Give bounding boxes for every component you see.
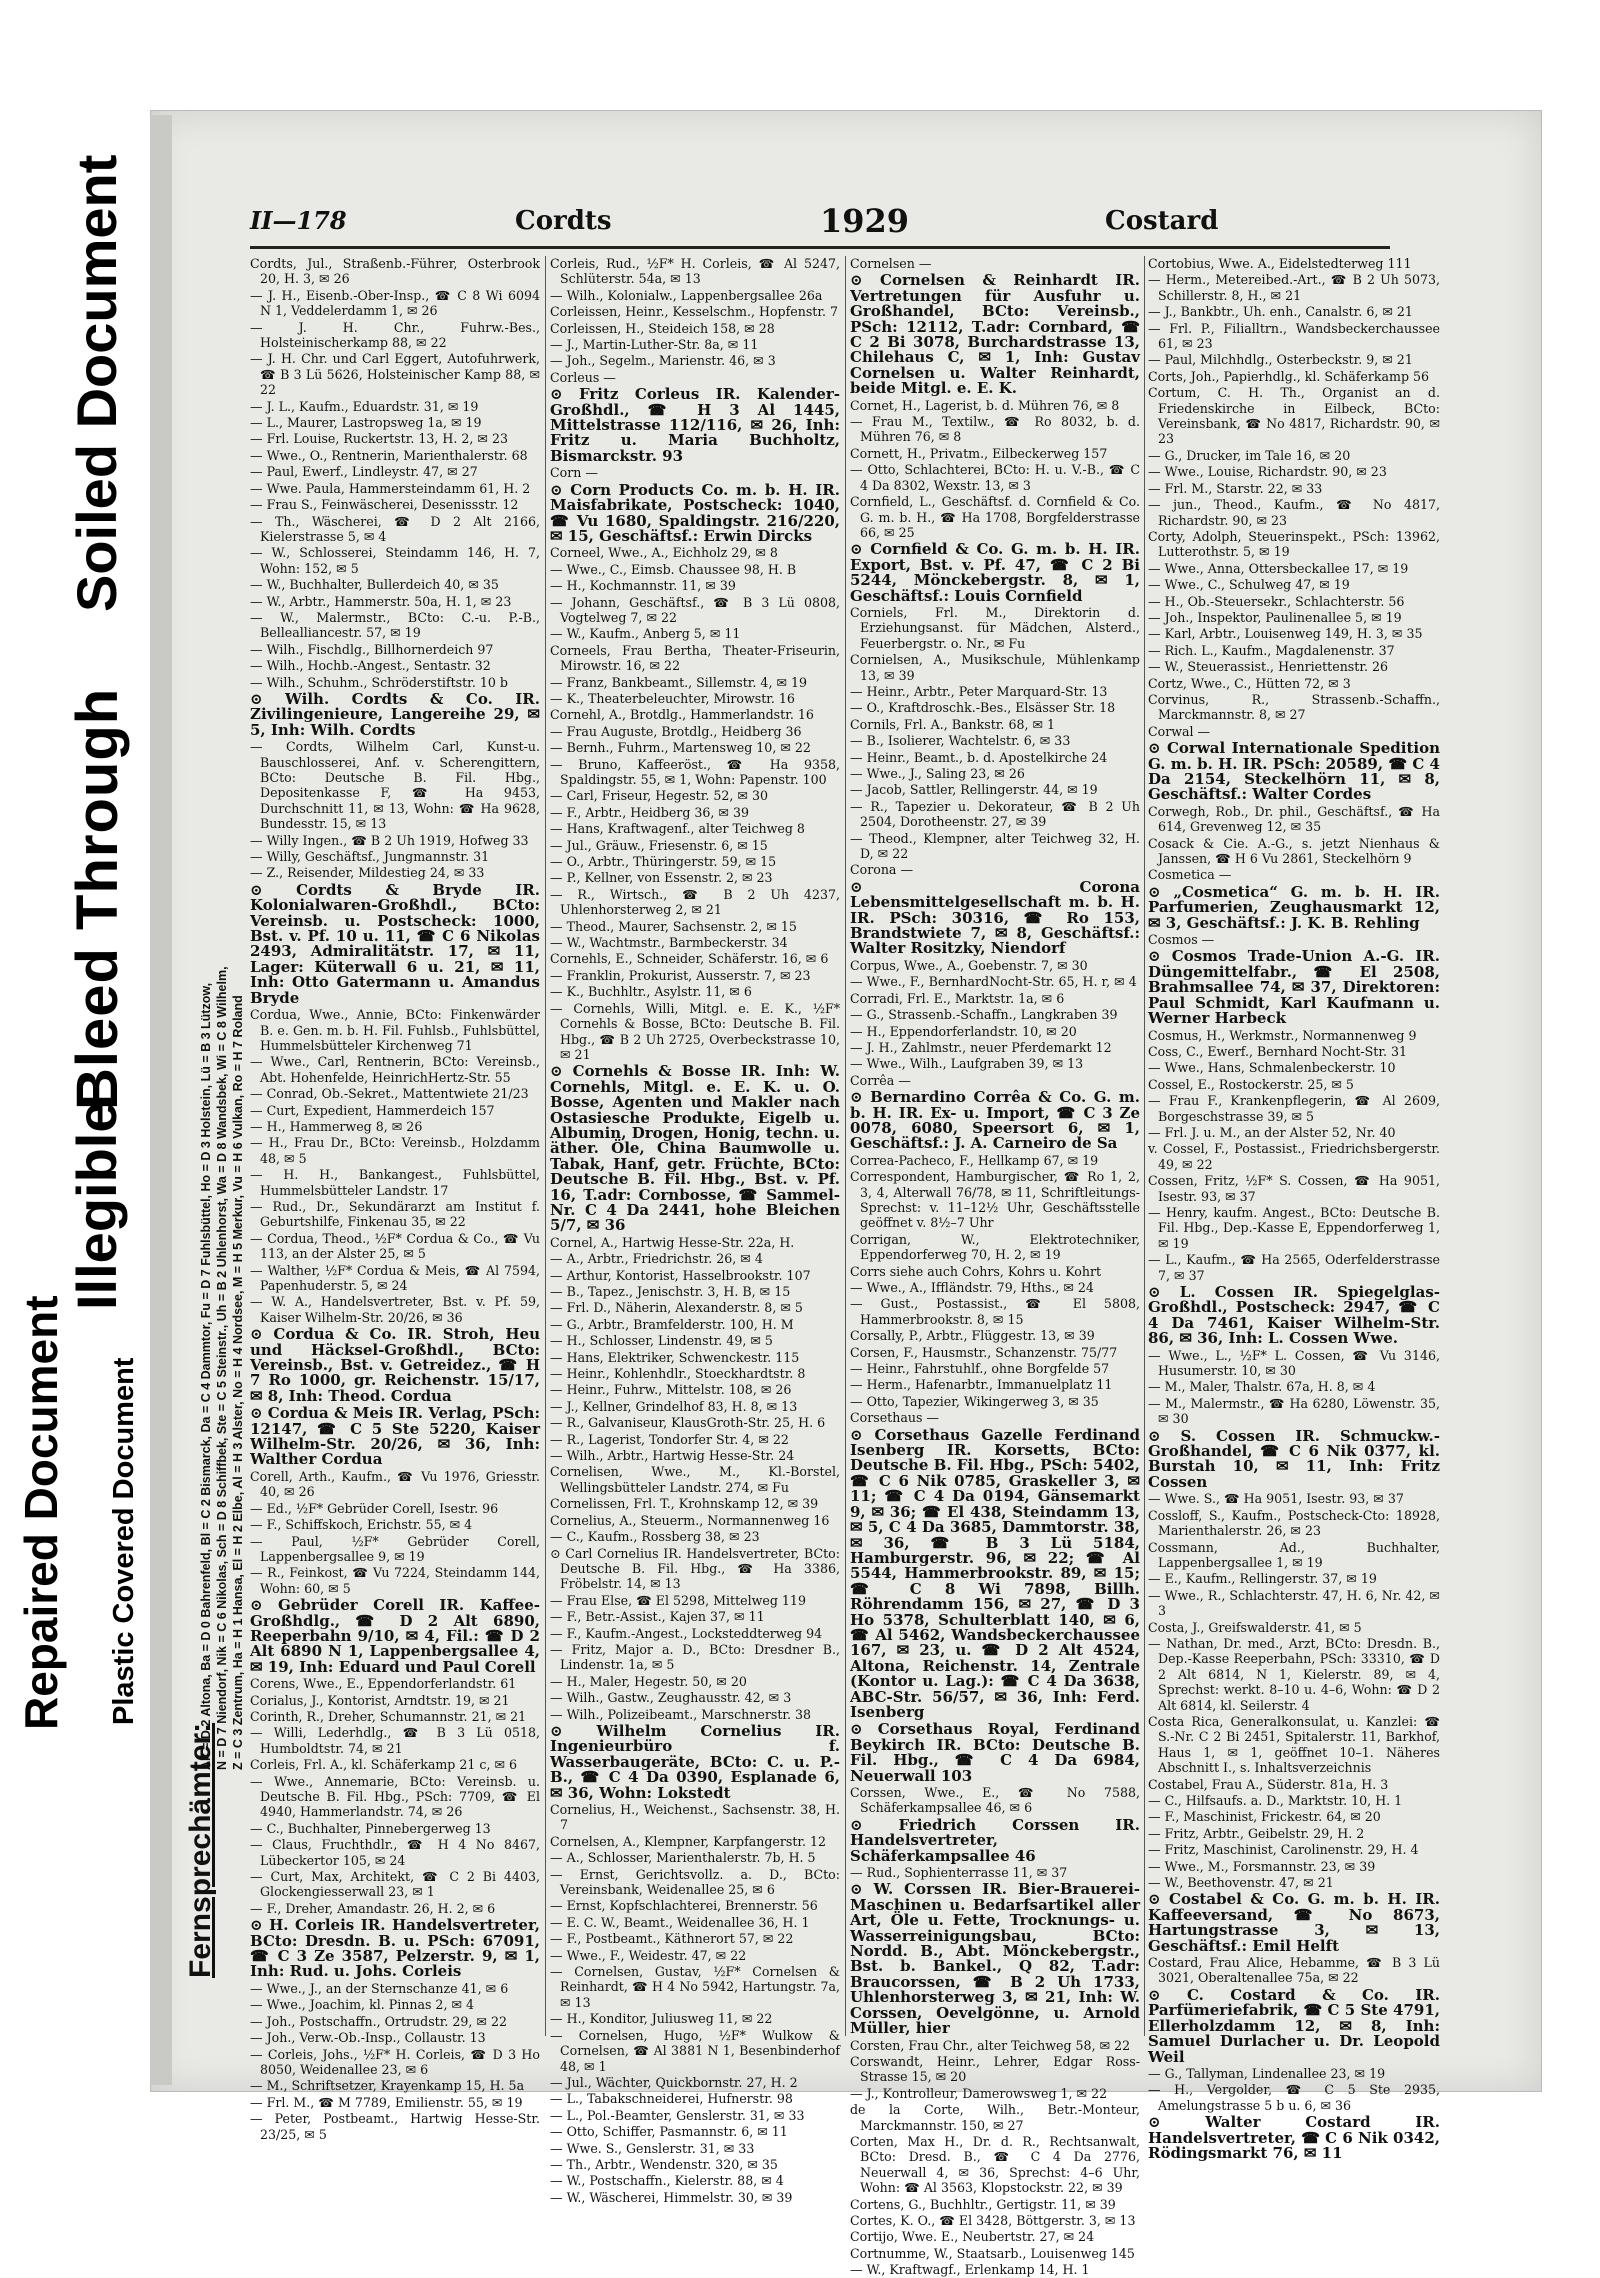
directory-entry: Cornehl, A., Brotdlg., Hammerlandstr. 16 bbox=[550, 707, 814, 723]
firm-entry: ⊙ Wilh. Cordts & Co. IR. Zivilingenieure, Langereihe 29, ✉ 5, Inh: Wilh. Cordts bbox=[250, 689, 540, 739]
directory-entry: Corell, Arth., Kaufm., ☎ Vu 1976, Griesstr. 40, ✉ 26 bbox=[250, 1468, 540, 1500]
directory-entry: — Wilh., Polizeibeamt., Marschnerstr. 38 bbox=[550, 1706, 812, 1722]
directory-entry: — Heinr., Fuhrw., Mittelstr. 108, ✉ 26 bbox=[550, 1382, 792, 1398]
directory-entry: Cossen, Fritz, ½F* S. Cossen, ☎ Ha 9051, Isestr. 93, ✉ 37 bbox=[1148, 1173, 1440, 1204]
directory-entry: — Wwe., Hans, Schmalenbeckerstr. 10 bbox=[1148, 1060, 1396, 1076]
directory-entry: — J. H. Chr. und Carl Eggert, Autofuhrwerk, ☎ B 3 Lü 5626, Holsteinischer Kamp 88, ✉ 22 bbox=[250, 351, 540, 398]
directory-entry: — Wwe., J., Saling 23, ✉ 26 bbox=[850, 766, 1025, 781]
directory-entry: Cossloff, S., Kaufm., Postscheck-Cto: 18928, Marienthalerstr. 26, ✉ 23 bbox=[1148, 1507, 1440, 1539]
directory-entry: — L., Pol.-Beamter, Genslerstr. 31, ✉ 33 bbox=[550, 2107, 805, 2123]
directory-entry: Cornelsen — bbox=[850, 256, 932, 271]
directory-entry: — Paul, Ewerf., Lindleystr. 47, ✉ 27 bbox=[250, 464, 478, 480]
directory-entry: — Wwe., Wilh., Laufgraben 39, ✉ 13 bbox=[850, 1056, 1084, 1072]
directory-entry: — W., Beethovenstr. 47, ✉ 21 bbox=[1148, 1875, 1334, 1891]
directory-entry: — Wwe. S., Genslerstr. 31, ✉ 33 bbox=[550, 2140, 755, 2156]
directory-entry: Corens, Wwe., E., Eppendorferlandstr. 61 bbox=[250, 1676, 517, 1692]
directory-entry: Cosmus, H., Werkmstr., Normannenweg 9 bbox=[1148, 1027, 1417, 1043]
directory-entry: — Wwe., Anna, Ottersbeckallee 17, ✉ 19 bbox=[1148, 560, 1409, 576]
directory-entry: Cortens, G., Buchhltr., Gertigstr. 11, ✉ 39 bbox=[850, 2196, 1116, 2212]
directory-entry: — Bernh., Fuhrm., Martensweg 10, ✉ 22 bbox=[550, 740, 811, 756]
directory-entry: Cornielsen, A., Musikschule, Mühlenkamp 13, ✉ 39 bbox=[850, 652, 1140, 683]
directory-entry: — Bruno, Kaffeeröst., ☎ Ha 9358, Spaldingstr. 55, ✉ 1, Wohn: Papenstr. 100 bbox=[550, 756, 840, 787]
directory-entry: — H., Vergolder, ☎ C 5 Ste 2935, Amelungstrasse 5 b u. 6, ✉ 36 bbox=[1148, 2082, 1440, 2113]
directory-entry: — W., Malermstr., BCto: C.-u. P.-B., Bellealliancestr. 57, ✉ 19 bbox=[250, 609, 540, 641]
directory-entry: — Joh., Verw.-Ob.-Insp., Collaustr. 13 bbox=[250, 2030, 486, 2046]
directory-entry: Cornel, A., Hartwig Hesse-Str. 22a, H. bbox=[550, 1234, 795, 1250]
directory-entry: Cornelisen, Wwe., M., Kl.-Borstel, Wellingsbütteler Landstr. 274, ✉ Fu bbox=[550, 1464, 840, 1495]
directory-entry: Cortobius, Wwe. A., Eidelstedterweg 111 bbox=[1148, 256, 1412, 271]
header-year: 1929 bbox=[820, 202, 910, 240]
directory-entry: Corrs siehe auch Cohrs, Kohrs u. Kohrt bbox=[850, 1263, 1102, 1279]
directory-entry: — J., Kontrolleur, Damerowsweg 1, ✉ 22 bbox=[850, 2085, 1108, 2101]
directory-entry: Corswandt, Heinr., Lehrer, Edgar Ross-Strasse 15, ✉ 20 bbox=[850, 2053, 1140, 2085]
directory-entry: — Nathan, Dr. med., Arzt, BCto: Dresdn. B., Dep.-Kasse Reeperbahn, PSch: 33310, ☎ D 2 Alt 6814, N 1, Kielerstr. 89, ✉ 4, Sprechst: werkt. 8–10 u. 4–6, Wohn: ☎ D 2 Alt 6814, kl. Seilerstr. 4 bbox=[1148, 1635, 1440, 1713]
directory-entry: — M., Maler, Thalstr. 67a, H. 8, ✉ 4 bbox=[1148, 1379, 1376, 1395]
directory-entry: — F., Arbtr., Heidberg 36, ✉ 39 bbox=[550, 804, 750, 820]
directory-entry: Cornett, H., Privatm., Eilbeckerweg 157 bbox=[850, 445, 1108, 461]
directory-entry: Corsally, P., Arbtr., Flüggestr. 13, ✉ 39 bbox=[850, 1328, 1095, 1344]
column-divider bbox=[545, 256, 546, 2036]
directory-entry: — K., Theaterbeleuchter, Mirowstr. 16 bbox=[550, 690, 795, 706]
firm-entry: ⊙ Fritz Corleus IR. Kalender-Großhdl., ☎ H 3 Al 1445, Mittelstrasse 112/116, ✉ 26, Inh: Fritz u. Maria Buchholtz, Bismarckstr. 93 bbox=[550, 385, 840, 465]
directory-entry: — Cordua, Theod., ½F* Cordua & Co., ☎ Vu 113, an der Alster 25, ✉ 5 bbox=[250, 1230, 540, 1262]
directory-entry: Corn — bbox=[550, 465, 598, 481]
directory-entry: Costa, J., Greifswalderstr. 41, ✉ 5 bbox=[1148, 1619, 1362, 1635]
directory-entry: — W., Wachtmstr., Barmbeckerstr. 34 bbox=[550, 935, 788, 951]
directory-entry: — Wwe. Paula, Hammersteindamm 61, H. 2 bbox=[250, 480, 531, 496]
directory-entry: — Th., Arbtr., Wendenstr. 320, ✉ 35 bbox=[550, 2156, 778, 2172]
directory-entry: — L., Tabakschneiderei, Hufnerstr. 98 bbox=[550, 2091, 793, 2107]
directory-entry: — Frl. D., Näherin, Alexanderstr. 8, ✉ 5 bbox=[550, 1300, 803, 1316]
directory-entry: — Curt, Expedient, Hammerdeich 157 bbox=[250, 1102, 495, 1118]
directory-entry: — Willy, Geschäftsf., Jungmannstr. 31 bbox=[250, 849, 490, 865]
directory-entry: — F., Betr.-Assist., Kajen 37, ✉ 11 bbox=[550, 1609, 765, 1625]
directory-entry: Cornelius, A., Steuerm., Normannenweg 16 bbox=[550, 1512, 830, 1528]
firm-entry: ⊙ Cornehls & Bosse IR. Inh: W. Cornehls, Mitgl. e. E. K. u. O. Bosse, Agenten und Makler nach Ostasiesche Produkte, Eigelb u. Albumin, Drogen, Honig, techn. u. äther. Öle, China Baumwolle u. Tabak, Hanf, getr. Früchte, BCto: Deutsche B. Fil. Hbg., Bst. v. Pf. 16, T.adr: Cornbosse, ☎ Sammel-Nr. C 4 Da 2441, hohe Bleichen 5/7, ✉ 36 bbox=[550, 1062, 840, 1235]
directory-entry: Cornelsen, A., Klempner, Karpfangerstr. 12 bbox=[550, 1833, 827, 1849]
directory-entry: — Wwe., O., Rentnerin, Marienthalerstr. 68 bbox=[250, 447, 528, 463]
firm-entry: ⊙ H. Corleis IR. Handelsvertreter, BCto: Dresdn. B. u. PSch: 67091, ☎ C 3 Ze 3587, Pelzerstr. 9, ✉ 1, Inh: Rud. u. Johs. Corleis bbox=[250, 1916, 540, 1981]
firm-entry: ⊙ Gebrüder Corell IR. Kaffee-Großhdlg., ☎ D 2 Alt 6890, Reeperbahn 9/10, ✉ 4, Fil.: ☎ D 2 Alt 6890 N 1, Lappenbergsallee 4, ✉ 19, Inh: Eduard und Paul Corell bbox=[250, 1596, 540, 1676]
directory-entry: — Frau M., Textilw., ☎ Ro 8032, b. d. Mühren 76, ✉ 8 bbox=[850, 414, 1140, 445]
directory-entry: — Henry, kaufm. Angest., BCto: Deutsche B. Fil. Hbg., Dep.-Kasse E, Eppendorferweg 1, ✉ 19 bbox=[1148, 1204, 1440, 1251]
directory-entry: — Wwe., F., Weidestr. 47, ✉ 22 bbox=[550, 1947, 747, 1963]
directory-entry: — M., Malermstr., ☎ Ha 6280, Löwenstr. 35, ✉ 30 bbox=[1148, 1395, 1440, 1427]
directory-entry: — Gust., Postassist., ☎ El 5808, Hammerbrookstr. 8, ✉ 15 bbox=[850, 1296, 1140, 1327]
directory-entry: — Paul, ½F* Gebrüder Corell, Lappenbergsallee 9, ✉ 19 bbox=[250, 1533, 540, 1564]
directory-entry: — Hans, Kraftwagenf., alter Teichweg 8 bbox=[550, 821, 805, 837]
directory-entry: — Theod., Klempner, alter Teichweg 32, H. D, ✉ 22 bbox=[850, 830, 1140, 862]
firm-entry: ⊙ Walter Costard IR. Handelsvertreter, ☎ C 6 Nik 0342, Rödingsmarkt 76, ✉ 11 bbox=[1148, 2113, 1440, 2162]
directory-entry: Corsten, Frau Chr., alter Teichweg 58, ✉ 22 bbox=[850, 2037, 1131, 2053]
directory-column-3 bbox=[850, 256, 1140, 2278]
directory-entry: Cordts, Jul., Straßenb.-Führer, Osterbrook 20, H. 3, ✉ 26 bbox=[250, 256, 540, 287]
directory-entry: Corwegh, Rob., Dr. phil., Geschäftsf., ☎ Ha 614, Grevenweg 12, ✉ 35 bbox=[1148, 803, 1440, 835]
directory-entry: Cossmann, Ad., Buchhalter, Lappenbergsallee 1, ✉ 19 bbox=[1148, 1539, 1440, 1570]
directory-entry: — Frau Else, ☎ El 5298, Mittelweg 119 bbox=[550, 1592, 806, 1608]
directory-entry: Corleis, Frl. A., kl. Schäferkamp 21 c, ✉ 6 bbox=[250, 1757, 518, 1773]
directory-entry: — Wwe., C., Eimsb. Chaussee 98, H. B bbox=[550, 561, 797, 577]
directory-entry: — Cordts, Wilhelm Carl, Kunst-u. Bauschlosserei, Anf. v. Scherengittern, BCto: Deutsche B. Fil. Hbg., Depositenkasse F, ☎ Ha 9453, Durchschnitt 11, ✉ 13, Wohn: ☎ Ha 9628, Bundesstr. 15, ✉ 13 bbox=[250, 739, 540, 832]
directory-entry: — Otto, Tapezier, Wikingerweg 3, ✉ 35 bbox=[850, 1393, 1099, 1409]
directory-entry: — O., Kraftdroschk.-Bes., Elsässer Str. 18 bbox=[850, 700, 1116, 716]
firm-entry: ⊙ L. Cossen IR. Spiegelglas-Großhdl., Postscheck: 2947, ☎ C 4 Da 7461, Kaiser Wilhelm-Str. 86, ✉ 36, Inh: L. Cossen Wwe. bbox=[1148, 1283, 1440, 1348]
directory-column-4 bbox=[1148, 256, 1440, 2162]
directory-entry: — Fritz, Arbtr., Geibelstr. 29, H. 2 bbox=[1148, 1825, 1365, 1841]
directory-entry: — R., Lagerist, Tondorfer Str. 4, ✉ 22 bbox=[550, 1431, 789, 1447]
column-divider bbox=[1144, 256, 1145, 2036]
directory-entry: — Herm., Hafenarbtr., Immanuelplatz 11 bbox=[850, 1377, 1113, 1393]
directory-entry: — Wwe., J., an der Sternschanze 41, ✉ 6 bbox=[250, 1980, 509, 1996]
directory-entry: Cornfield, L., Geschäftsf. d. Cornfield & Co. G. m. b. H., ☎ Ha 1708, Borgfelderstrasse 66, ✉ 25 bbox=[850, 494, 1140, 540]
directory-column-1 bbox=[250, 256, 540, 2142]
firm-entry: ⊙ Corsethaus Gazelle Ferdinand Isenberg IR. Korsetts, BCto: Deutsche B. Fil. Hbg., PSch: 5402, ☎ C 6 Nik 0785, Graskeller 3, ✉ 11; ☎ C 4 Da 0194, Gänsemarkt 9, ✉ 36; ☎ El 438, Steindamm 13, ✉ 5, C 4 Da 3685, Dammtorstr. 38, ✉ 36, ☎ B 3 Lü 5184, Hamburgerstr. 96, ✉ 22; ☎ Al 5544, Hammerbrookstr. 89, ✉ 15; ☎ C 8 Wi 7898, Billh. Röhrendamm 156, ✉ 27, ☎ D 3 Ho 5378, Schulterblatt 140, ✉ 6, ☎ Al 5462, Wandsbeckerchaussee 167, ✉ 23, u. ☎ D 2 Alt 4524, Altona, Reichenstr. 14, Zentrale (Kontor u. Lag.): ☎ C 4 Da 3638, ABC-Str. 56/57, ✉ 36, Inh: Ferd. Isenberg bbox=[850, 1425, 1140, 1721]
directory-entry: — Herm., Metereibed.-Art., ☎ B 2 Uh 5073, Schillerstr. 8, H., ✉ 21 bbox=[1148, 272, 1440, 303]
directory-entry: — Wwe., C., Schulweg 47, ✉ 19 bbox=[1148, 577, 1350, 593]
directory-entry: — Corleis, Johs., ½F* H. Corleis, ☎ D 3 Ho 8050, Weidenallee 23, ✉ 6 bbox=[250, 2046, 540, 2077]
directory-entry: Cosack & Cie. A.-G., s. jetzt Nienhaus & Janssen, ☎ H 6 Vu 2861, Steckelhörn 9 bbox=[1148, 835, 1440, 867]
directory-entry: — Johann, Geschäftsf., ☎ B 3 Lü 0808, Vogtelweg 7, ✉ 22 bbox=[550, 594, 840, 625]
column-divider bbox=[845, 256, 846, 2036]
firm-entry: ⊙ Bernardino Corrêa & Co. G. m. b. H. IR. Ex- u. Import, ☎ C 3 Ze 0078, 6080, Speersort 6, ✉ 1, Geschäftsf.: J. A. Carneiro de Sa bbox=[850, 1088, 1140, 1153]
directory-entry: — J. H. Chr., Fuhrw.-Bes., Holsteinischerkamp 88, ✉ 22 bbox=[250, 319, 540, 351]
directory-entry: — Jul., Gräuw., Friesenstr. 6, ✉ 15 bbox=[550, 837, 768, 853]
exchange-codes bbox=[198, 440, 246, 1770]
directory-entry: — Cornelsen, Hugo, ½F* Wulkow & Cornelsen, ☎ Al 3881 N 1, Besenbinderhof 48, ✉ 1 bbox=[550, 2027, 840, 2074]
directory-entry: Cordua, Wwe., Annie, BCto: Finkenwärder B. e. Gen. m. b. H. Fil. Fuhlsb., Fuhlsbüttel, Hummelsbütteler Kirchenweg 71 bbox=[250, 1007, 540, 1053]
directory-entry: Coss, C., Ewerf., Bernhard Nocht-Str. 31 bbox=[1148, 1043, 1407, 1059]
label-soiled-document: Soiled Document bbox=[65, 154, 128, 612]
directory-entry: — Ernst, Gerichtsvollz. a. D., BCto: Vereinsbank, Weidenallee 25, ✉ 6 bbox=[550, 1866, 840, 1898]
page-number: II—178 bbox=[250, 206, 347, 235]
label-bleed-through: Bleed Through bbox=[65, 687, 130, 1110]
directory-entry: — Cornelsen, Gustav, ½F* Cornelsen & Reinhardt, ☎ H 4 No 5942, Hartungstr. 7a, ✉ 13 bbox=[550, 1964, 840, 2010]
directory-entry: — W., Wäscherei, Himmelstr. 30, ✉ 39 bbox=[550, 2189, 793, 2205]
directory-entry: — Joh., Postschaffn., Ortrudstr. 29, ✉ 22 bbox=[250, 2013, 507, 2029]
directory-entry: — Otto, Schiffer, Pasmannstr. 6, ✉ 11 bbox=[550, 2124, 788, 2140]
directory-entry: Corneel, Wwe., A., Eichholz 29, ✉ 8 bbox=[550, 545, 778, 561]
directory-entry: — W., Steuerassist., Henriettenstr. 26 bbox=[1148, 659, 1388, 675]
directory-entry: — R., Wirtsch., ☎ B 2 Uh 4237, Uhlenhorsterweg 2, ✉ 21 bbox=[550, 886, 840, 918]
directory-entry: Cornet, H., Lagerist, b. d. Mühren 76, ✉ 8 bbox=[850, 397, 1120, 413]
directory-entry: — W., Postschaffn., Kielerstr. 88, ✉ 4 bbox=[550, 2173, 784, 2189]
directory-entry: ⊙ Carl Cornelius IR. Handelsvertreter, BCto: Deutsche B. Fil. Hbg., ☎ Ha 3386, Fröbelstr. 14, ✉ 13 bbox=[550, 1545, 840, 1592]
directory-entry: — Wwe., Joachim, kl. Pinnas 2, ✉ 4 bbox=[250, 1997, 475, 2013]
directory-entry: — Wwe., A., Iffländstr. 79, Hths., ✉ 24 bbox=[850, 1280, 1094, 1295]
directory-entry: — Rich. L., Kaufm., Magdalenenstr. 37 bbox=[1148, 642, 1395, 658]
firm-entry: ⊙ W. Corssen IR. Bier-Brauerei-Maschinen u. Bedarfsartikel aller Art, Öle u. Fette, Trocknungs- u. Wasserreinigungsbau, BCto: Nordd. B., Abt. Mönckebergstr., Bst. b. Bankel., Q 82, T.adr: Braucorssen, ☎ B 2 Uh 1733, Uhlenhorsterweg 3, ✉ 21, Inh: W. Corssen, Oevelgönne, u. Arnold Müller, hier bbox=[850, 1880, 1140, 2038]
directory-entry: Corona — bbox=[850, 862, 914, 878]
directory-entry: — Ernst, Kopfschlachterei, Brennerstr. 56 bbox=[550, 1898, 818, 1914]
directory-entry: — Wwe. S., ☎ Ha 9051, Isestr. 93, ✉ 37 bbox=[1148, 1491, 1404, 1507]
directory-entry: — J. H., Eisenb.-Ober-Insp., ☎ C 8 Wi 6094 N 1, Veddelerdamm 1, ✉ 26 bbox=[250, 287, 540, 319]
directory-entry: — Wilh., Schuhm., Schröderstiftstr. 10 b bbox=[250, 674, 508, 690]
directory-entry: Cornehls, E., Schneider, Schäferstr. 16, ✉ 6 bbox=[550, 951, 829, 967]
directory-entry: — Franklin, Prokurist, Ausserstr. 7, ✉ 23 bbox=[550, 967, 811, 983]
directory-entry: — W., Arbtr., Hammerstr. 50a, H. 1, ✉ 23 bbox=[250, 593, 512, 609]
directory-entry: — J., Bankbtr., Uh. enh., Canalstr. 6, ✉ 21 bbox=[1148, 304, 1413, 320]
directory-entry: Cortz, Wwe., C., Hütten 72, ✉ 3 bbox=[1148, 675, 1351, 691]
header-first-word: Cordts bbox=[515, 206, 612, 236]
directory-entry: — H. H., Bankangest., Fuhlsbüttel, Hummelsbütteler Landstr. 17 bbox=[250, 1167, 540, 1198]
directory-entry: Corrigan, W., Elektrotechniker, Eppendorferweg 70, H. 2, ✉ 19 bbox=[850, 1231, 1140, 1263]
directory-entry: — Wwe., L., ½F* L. Cossen, ☎ Vu 3146, Husumerstr. 10, ✉ 30 bbox=[1148, 1347, 1440, 1379]
header-rule bbox=[250, 246, 1390, 249]
directory-entry: Corwal — bbox=[1148, 723, 1211, 739]
directory-entry: — H., Eppendorferlandstr. 10, ✉ 20 bbox=[850, 1023, 1077, 1039]
directory-entry: de la Corte, Wilh., Betr.-Monteur, Marckmannstr. 150, ✉ 27 bbox=[850, 2102, 1140, 2133]
directory-entry: Corneels, Frau Bertha, Theater-Friseurin, Mirowstr. 16, ✉ 22 bbox=[550, 642, 840, 674]
directory-entry: — Th., Wäscherei, ☎ D 2 Alt 2166, Kielerstrasse 5, ✉ 4 bbox=[250, 513, 540, 544]
directory-entry: Costard, Frau Alice, Hebamme, ☎ B 3 Lü 3021, Oberaltenallee 75a, ✉ 22 bbox=[1148, 1955, 1440, 1986]
directory-entry: Cortnumme, W., Staatsarb., Louisenweg 145 bbox=[850, 2245, 1135, 2261]
directory-entry: — A., Arbtr., Friedrichstr. 26, ✉ 4 bbox=[550, 1251, 763, 1267]
directory-entry: — J., Kellner, Grindelhof 83, H. 8, ✉ 13 bbox=[550, 1398, 798, 1414]
directory-entry: Corniels, Frl. M., Direktorin d. Erziehungsanst. für Mädchen, Alsterd., Feuerbergstr. o. Nr., ✉ Fu bbox=[850, 604, 1140, 651]
directory-entry: — Frl. P., Filialltrn., Wandsbeckerchaussee 61, ✉ 23 bbox=[1148, 320, 1440, 352]
firm-entry: ⊙ Costabel & Co. G. m. b. H. IR. Kaffeeversand, ☎ No 8673, Hartungstrasse 3, ✉ 13, Geschäftsf.: Emil Helft bbox=[1148, 1890, 1440, 1955]
directory-entry: — B., Tapez., Jenischstr. 3, H. B, ✉ 15 bbox=[550, 1284, 791, 1299]
directory-entry: — Karl, Arbtr., Louisenweg 149, H. 3, ✉ 35 bbox=[1148, 626, 1423, 642]
directory-entry: Corrêa — bbox=[850, 1072, 911, 1088]
directory-entry: — B., Isolierer, Wachtelstr. 6, ✉ 33 bbox=[850, 733, 1071, 749]
directory-entry: — H., Maler, Hegestr. 50, ✉ 20 bbox=[550, 1673, 747, 1689]
directory-entry: — Paul, Milchhdlg., Osterbeckstr. 9, ✉ 21 bbox=[1148, 352, 1413, 368]
directory-entry: — Wilh., Gastw., Zeughausstr. 42, ✉ 3 bbox=[550, 1690, 792, 1706]
firm-entry: ⊙ C. Costard & Co. IR. Parfümeriefabrik, ☎ C 5 Ste 4791, Ellerholzdamm 12, ✉ 8, Inh: Samuel Durlacher u. Dr. Leopold Weil bbox=[1148, 1985, 1440, 2066]
directory-entry: Cornils, Frl. A., Bankstr. 68, ✉ 1 bbox=[850, 716, 1056, 732]
directory-entry: Cosmos — bbox=[1148, 932, 1215, 948]
directory-entry: Cosmetica — bbox=[1148, 867, 1232, 883]
directory-entry: Corleissen, Heinr., Kesselschm., Hopfenstr. 7 bbox=[550, 304, 839, 320]
directory-entry: — Jacob, Sattler, Rellingerstr. 44, ✉ 19 bbox=[850, 782, 1098, 798]
directory-entry: — Theod., Maurer, Sachsenstr. 2, ✉ 15 bbox=[550, 918, 797, 934]
directory-entry: — Wilh., Arbtr., Hartwig Hesse-Str. 24 bbox=[550, 1448, 795, 1464]
directory-entry: — Otto, Schlachterei, BCto: H. u. V.-B., ☎ C 4 Da 8302, Wexstr. 13, ✉ 3 bbox=[850, 462, 1140, 493]
directory-entry: — H., Hammerweg 8, ✉ 26 bbox=[250, 1118, 423, 1134]
firm-entry: ⊙ Corwal Internationale Spedition G. m. b. H. IR. PSch: 20589, ☎ C 4 Da 2154, Steckelhörn 11, ✉ 8, Geschäftsf.: Walter Cordes bbox=[1148, 739, 1440, 804]
header-last-word: Costard bbox=[1105, 206, 1219, 236]
directory-entry: — C., Buchhalter, Pinnebergerweg 13 bbox=[250, 1820, 491, 1836]
directory-entry: Corsethaus — bbox=[850, 1410, 940, 1426]
directory-entry: — G., Drucker, im Tale 16, ✉ 20 bbox=[1148, 447, 1351, 463]
directory-entry: — Wwe., F., BernhardNocht-Str. 65, H. r, ✉ 4 bbox=[850, 974, 1137, 990]
directory-entry: — Willi, Lederhdlg., ☎ B 3 Lü 0518, Humboldtstr. 74, ✉ 21 bbox=[250, 1725, 540, 1756]
label-illegible: Illegible bbox=[65, 1101, 128, 1310]
directory-entry: — W., Kraftwagf., Erlenkamp 14, H. 1 bbox=[850, 2262, 1090, 2278]
directory-entry: Costabel, Frau A., Süderstr. 81a, H. 3 bbox=[1148, 1776, 1389, 1792]
firm-entry: ⊙ S. Cossen IR. Schmuckw.-Großhandel, ☎ C 6 Nik 0377, kl. Burstah 10, ✉ 11, Inh: Fritz Cossen bbox=[1148, 1426, 1440, 1491]
directory-entry: — W. A., Handelsvertreter, Bst. v. Pf. 59, Kaiser Wilhelm-Str. 20/26, ✉ 36 bbox=[250, 1294, 540, 1325]
directory-entry: — R., Galvaniseur, KlausGroth-Str. 25, H. 6 bbox=[550, 1415, 826, 1431]
directory-entry: — R., Tapezier u. Dekorateur, ☎ B 2 Uh 2504, Dorotheenstr. 27, ✉ 39 bbox=[850, 798, 1140, 830]
directory-entry: — Heinr., Beamt., b. d. Apostelkirche 24 bbox=[850, 749, 1108, 765]
directory-entry: — F., Postbeamt., Käthnerort 57, ✉ 22 bbox=[550, 1931, 794, 1947]
directory-entry: — W., Kaufm., Anberg 5, ✉ 11 bbox=[550, 626, 741, 642]
directory-entry: — Rud., Dr., Sekundärarzt am Institut f. Geburtshilfe, Finkenau 35, ✉ 22 bbox=[250, 1198, 540, 1230]
directory-entry: — Carl, Friseur, Hegestr. 52, ✉ 30 bbox=[550, 788, 768, 804]
directory-entry: Corsen, F., Hausmstr., Schanzenstr. 75/77 bbox=[850, 1344, 1118, 1360]
directory-entry: — Frl. M., ☎ M 7789, Emilienstr. 55, ✉ 19 bbox=[250, 2094, 523, 2110]
firm-entry: ⊙ Cornfield & Co. G. m. b. H. IR. Export, Bst. v. Pf. 47, ☎ C 2 Bi 5244, Mönckebergstr. 8, ✉ 1, Geschäftsf.: Louis Cornfield bbox=[850, 540, 1140, 605]
directory-entry: — Z., Reisender, Mildestieg 24, ✉ 33 bbox=[250, 865, 485, 881]
label-plastic-covered-document: Plastic Covered Document bbox=[108, 1357, 140, 1725]
directory-entry: — H., Schlosser, Lindenstr. 49, ✉ 5 bbox=[550, 1333, 773, 1349]
directory-entry: — H., Ob.-Steuersekr., Schlachterstr. 56 bbox=[1148, 593, 1405, 609]
directory-entry: Corts, Joh., Papierhdlg., kl. Schäferkamp 56 bbox=[1148, 368, 1430, 384]
directory-entry: Corinth, R., Dreher, Schumannstr. 21, ✉ 21 bbox=[250, 1708, 527, 1724]
directory-entry: Cortum, C. H. Th., Organist an d. Friedenskirche in Eilbeck, BCto: Vereinsbank, ☎ No 4817, Richardstr. 90, ✉ 23 bbox=[1148, 385, 1440, 447]
directory-entry: — F., Maschinist, Frickestr. 64, ✉ 20 bbox=[1148, 1809, 1381, 1825]
directory-entry: — Heinr., Arbtr., Peter Marquard-Str. 13 bbox=[850, 683, 1108, 699]
directory-entry: — Wilh., Fischdlg., Billhornerdeich 97 bbox=[250, 641, 494, 657]
directory-entry: — J. L., Kaufm., Eduardstr. 31, ✉ 19 bbox=[250, 398, 479, 414]
directory-entry: — H., Frau Dr., BCto: Vereinsb., Holzdamm 48, ✉ 5 bbox=[250, 1135, 540, 1166]
directory-entry: — Wwe., Louise, Richardstr. 90, ✉ 23 bbox=[1148, 464, 1387, 480]
directory-entry: — Wilh., Hochb.-Angest., Sentastr. 32 bbox=[250, 658, 491, 674]
directory-entry: — C., Kaufm., Rossberg 38, ✉ 23 bbox=[550, 1529, 760, 1545]
directory-entry: — H., Kochmannstr. 11, ✉ 39 bbox=[550, 578, 736, 594]
directory-entry: — H., Konditor, Juliusweg 11, ✉ 22 bbox=[550, 2011, 773, 2027]
directory-entry: Costa Rica, Generalkonsulat, u. Kanzlei: ☎ S.-Nr. C 2 Bi 2451, Spitalerstr. 11, Barkhof, Haus 1, ✉ 1, geöffnet 10–1. Näheres Abschnitt I., s. Inhaltsverzeichnis bbox=[1148, 1713, 1440, 1776]
directory-entry: Cortes, K. O., ☎ El 3428, Böttgerstr. 3, ✉ 13 bbox=[850, 2212, 1136, 2228]
directory-entry: — Arthur, Kontorist, Hasselbrookstr. 107 bbox=[550, 1267, 811, 1283]
directory-entry: Corleis, Rud., ½F* H. Corleis, ☎ Al 5247, Schlüterstr. 54a, ✉ 13 bbox=[550, 256, 840, 287]
firm-entry: ⊙ Cordua & Co. IR. Stroh, Heu und Häcksel-Großhdl., BCto: Vereinsb., Bst. v. Getreidez., ☎ H 7 Ro 1000, gr. Reichenstr. 15/17, ✉ 8, Inh: Theod. Cordua bbox=[250, 1325, 540, 1405]
directory-entry: — G., Strassenb.-Schaffn., Langkraben 39 bbox=[850, 1007, 1118, 1023]
directory-entry: Cornelius, H., Weichenst., Sachsenstr. 38, H. 7 bbox=[550, 1802, 840, 1833]
directory-entry: — jun., Theod., Kaufm., ☎ No 4817, Richardstr. 90, ✉ 23 bbox=[1148, 497, 1440, 528]
directory-entry: — L., Maurer, Lastropsweg 1a, ✉ 19 bbox=[250, 415, 482, 431]
directory-entry: — J., Martin-Luther-Str. 8a, ✉ 11 bbox=[550, 337, 759, 353]
directory-entry: — Wwe., R., Schlachterstr. 47, H. 6, Nr. 42, ✉ 3 bbox=[1148, 1587, 1440, 1619]
directory-entry: — Wwe., Annemarie, BCto: Vereinsb. u. Deutsche B. Fil. Hbg., PSch: 7709, ☎ El 4940, Hammerlandstr. 74, ✉ 26 bbox=[250, 1773, 540, 1820]
page-binding-edge bbox=[150, 115, 172, 2085]
directory-entry: — Frau Auguste, Brotdlg., Heidberg 36 bbox=[550, 723, 802, 739]
directory-entry: — Willy Ingen., ☎ B 2 Uh 1919, Hofweg 33 bbox=[250, 832, 529, 848]
directory-entry: Correspondent, Hamburgischer, ☎ Ro 1, 2, 3, 4, Alterwall 76/78, ✉ 11, Schriftleitungs-Sprechst: v. 11–12½ Uhr, Geschäftsstelle geöffnet v. 8½–7 Uhr bbox=[850, 1169, 1140, 1231]
firm-entry: ⊙ Corona Lebensmittelgesellschaft m. b. H. IR. PSch: 30316, ☎ Ro 153, Brandstwiete 7, ✉ 8, Geschäftsf.: Walter Rositzky, Niendorf bbox=[850, 877, 1140, 958]
directory-entry: — Curt, Max, Architekt, ☎ C 2 Bi 4403, Glockengiesserwall 23, ✉ 1 bbox=[250, 1869, 540, 1900]
directory-entry: — Frau S., Feinwäscherei, Desenissstr. 12 bbox=[250, 497, 519, 513]
directory-column-2 bbox=[550, 256, 840, 2205]
directory-entry: — A., Schlosser, Marienthalerstr. 7b, H. 5 bbox=[550, 1850, 816, 1866]
directory-entry: — W., Schlosserei, Steindamm 146, H. 7, Wohn: 152, ✉ 5 bbox=[250, 545, 540, 576]
directory-entry: Corpus, Wwe., A., Goebenstr. 7, ✉ 30 bbox=[850, 957, 1088, 973]
directory-entry: Cortijo, Wwe. E., Neubertstr. 27, ✉ 24 bbox=[850, 2229, 1095, 2245]
directory-entry: — F., Kaufm.-Angest., Locksteddterweg 94 bbox=[550, 1625, 823, 1641]
firm-entry: ⊙ Wilhelm Cornelius IR. Ingenieurbüro f. Wasserbaugeräte, BCto: C. u. P.-B., ☎ C 4 Da 0390, Esplanade 6, ✉ 36, Wohn: Lokstedt bbox=[550, 1721, 840, 1802]
directory-entry: Corialus, J., Kontorist, Arndtstr. 19, ✉ 21 bbox=[250, 1692, 510, 1708]
directory-entry: — J. H., Zahlmstr., neuer Pferdemarkt 12 bbox=[850, 1039, 1112, 1055]
directory-entry: — Cornehls, Willi, Mitgl. e. E. K., ½F* Cornehls & Bosse, BCto: Deutsche B. Fil. Hbg., ☎ B 2 Uh 2725, Overbeckstrasse 10, ✉ 21 bbox=[550, 1000, 840, 1062]
directory-entry: — F., Dreher, Amandastr. 26, H. 2, ✉ 6 bbox=[250, 1900, 496, 1916]
firm-entry: ⊙ Cornelsen & Reinhardt IR. Vertretungen für Ausfuhr u. Großhandel, BCto: Vereinsb., PSch: 12112, T.adr: Cornbard, ☎ C 2 Bi 3078, Burchardstrasse 13, Chilehaus C, ✉ 1, Inh: Gustav Cornelsen u. Walter Reinhardt, beide Mitgl. e. E. K. bbox=[850, 271, 1140, 398]
exchange-codes-line: N = D 7 Niendorf, Nik = C 6 Nikolas, Sch = D 8 Schiffbek, Ste = C 5 Steinstr., Uh = B 2 Uhlenhorst, Wa = D 8 Wandsbek, Wi = C 8 Wilhelm, bbox=[215, 966, 229, 1770]
directory-entry: — F., Schiffskoch, Erichstr. 55, ✉ 4 bbox=[250, 1517, 473, 1533]
directory-entry: Corty, Adolph, Steuerinspekt., PSch: 13962, Lutterothstr. 5, ✉ 19 bbox=[1148, 528, 1440, 560]
directory-entry: — Ed., ½F* Gebrüder Corell, Isestr. 96 bbox=[250, 1500, 499, 1516]
directory-entry: — W., Buchhalter, Bullerdeich 40, ✉ 35 bbox=[250, 577, 499, 593]
directory-entry: — E. C. W., Beamt., Weidenallee 36, H. 1 bbox=[550, 1914, 810, 1930]
exchange-codes-line: Z = C 3 Zentrum, Ha = H 1 Hansa, El = H 2 Elbe, Al = H 3 Alster, No = H 4 Nordsee, M = H 5 Merkur, Vu = H 6 Vulkan, Ro = H 7 Roland bbox=[231, 995, 245, 1770]
directory-entry: — Peter, Postbeamt., Hartwig Hesse-Str. 23/25, ✉ 5 bbox=[250, 2111, 540, 2142]
exchange-codes-line: Alt = D 2 Altona, Ba = D 0 Bahrenfeld, Bl = C 2 Bismarck, Da = C 4 Dammtor, Fu = D 7 Fuhlsbüttel, Ho = D 3 Holstein, Lü = B 3 Lützow, bbox=[199, 982, 213, 1770]
directory-entry: — Frau F., Krankenpflegerin, ☎ Al 2609, Borgeschstrasse 39, ✉ 5 bbox=[1148, 1093, 1440, 1124]
directory-entry: — Jul., Wächter, Quickbornstr. 27, H. 2 bbox=[550, 2074, 798, 2090]
firm-entry: ⊙ Friedrich Corssen IR. Handelsvertreter, Schäferkampsallee 46 bbox=[850, 1815, 1140, 1865]
firm-entry: ⊙ Corn Products Co. m. b. H. IR. Maisfabrikate, Postscheck: 1040, ☎ Vu 1680, Spaldingstr. 216/220, ✉ 15, Geschäftsf.: Erwin Dircks bbox=[550, 480, 840, 545]
directory-entry: — R., Feinkost, ☎ Vu 7224, Steindamm 144, Wohn: 60, ✉ 5 bbox=[250, 1565, 540, 1596]
directory-entry: — Frl. J. u. M., an der Alster 52, Nr. 40 bbox=[1148, 1124, 1396, 1140]
directory-entry: — Claus, Fruchthdlr., ☎ H 4 No 8467, Lübeckertor 105, ✉ 24 bbox=[250, 1837, 540, 1868]
directory-entry: — Heinr., Fahrstuhlf., ohne Borgfelde 57 bbox=[850, 1361, 1110, 1377]
firm-entry: ⊙ Cordts & Bryde IR. Kolonialwaren-Großhdl., BCto: Vereinsb. u. Postscheck: 1000, Bst. v. Pf. 10 u. 11, ☎ C 6 Nikolas 2493, Admiralitätstr. 17, ✉ 11, Lager: Küterwall 6 u. 21, ✉ 11, Inh: Otto Gatermann u. Amandus Bryde bbox=[250, 880, 540, 1007]
firm-entry: ⊙ „Cosmetica“ G. m. b. H. IR. Parfumerien, Zeughausmarkt 12, ✉ 3, Geschäftsf.: J. K. B. Rehling bbox=[1148, 882, 1440, 932]
directory-entry: — E., Kaufm., Rellingerstr. 37, ✉ 19 bbox=[1148, 1571, 1377, 1587]
directory-entry: — Wwe., Carl, Rentnerin, BCto: Vereinsb., Abt. Hohenfelde, HeinrichHertz-Str. 55 bbox=[250, 1054, 540, 1085]
directory-entry: — C., Hilfsaufs. a. D., Marktstr. 10, H. 1 bbox=[1148, 1793, 1403, 1808]
directory-entry: — M., Schriftsetzer, Krayenkamp 15, H. 5a bbox=[250, 2078, 525, 2094]
directory-entry: — K., Buchhltr., Asylstr. 11, ✉ 6 bbox=[550, 984, 752, 1000]
directory-entry: — Wwe., M., Forsmannstr. 23, ✉ 39 bbox=[1148, 1858, 1376, 1874]
directory-entry: — O., Arbtr., Thüringerstr. 59, ✉ 15 bbox=[550, 854, 777, 870]
directory-entry: Corvinus, R., Strassenb.-Schaffn., Marckmannstr. 8, ✉ 27 bbox=[1148, 691, 1440, 723]
directory-entry: — Frl. Louise, Ruckertstr. 13, H. 2, ✉ 23 bbox=[250, 431, 508, 447]
directory-entry: Corradi, Frl. E., Marktstr. 1a, ✉ 6 bbox=[850, 990, 1065, 1006]
directory-entry: — Joh., Inspektor, Paulinenallee 5, ✉ 19 bbox=[1148, 609, 1402, 625]
firm-entry: ⊙ Cosmos Trade-Union A.-G. IR. Düngemittelfabr., ☎ El 2508, Brahmsallee 74, ✉ 37, Direktoren: Paul Schmidt, Karl Kaufmann u. Werner Harbeck bbox=[1148, 947, 1440, 1028]
directory-entry: — Rud., Sophienterrasse 11, ✉ 37 bbox=[850, 1865, 1068, 1881]
sidebar-title: Fernsprechämter: bbox=[184, 1722, 217, 1978]
directory-entry: — G., Arbtr., Bramfelderstr. 100, H. M bbox=[550, 1316, 794, 1332]
firm-entry: ⊙ Corsethaus Royal, Ferdinand Beykirch IR. BCto: Deutsche B. Fil. Hbg., ☎ C 4 Da 6984, Neuerwall 103 bbox=[850, 1720, 1140, 1785]
directory-entry: — Joh., Segelm., Marienstr. 46, ✉ 3 bbox=[550, 353, 776, 369]
directory-entry: — Hans, Elektriker, Schwenckestr. 115 bbox=[550, 1349, 800, 1365]
directory-entry: — Heinr., Kohlenhdlr., Stoeckhardtstr. 8 bbox=[550, 1366, 806, 1382]
directory-entry: — Walther, ½F* Cordua & Meis, ☎ Al 7594, Papenhuderstr. 5, ✉ 24 bbox=[250, 1262, 540, 1293]
directory-entry: — Frl. M., Starstr. 22, ✉ 33 bbox=[1148, 480, 1323, 496]
page-header bbox=[250, 200, 1390, 246]
directory-entry: Corssen, Wwe., E., ☎ No 7588, Schäferkampsallee 46, ✉ 6 bbox=[850, 1785, 1140, 1816]
directory-entry: — Conrad, Ob.-Sekret., Mattentwiete 21/23 bbox=[250, 1086, 529, 1102]
directory-entry: — Wilh., Kolonialw., Lappenbergsallee 26a bbox=[550, 287, 823, 303]
directory-entry: — L., Kaufm., ☎ Ha 2565, Oderfelderstrasse 7, ✉ 37 bbox=[1148, 1252, 1440, 1283]
directory-entry: Correa-Pacheco, F., Hellkamp 67, ✉ 19 bbox=[850, 1152, 1099, 1168]
directory-entry: v. Cossel, F., Postassist., Friedrichsbergerstr. 49, ✉ 22 bbox=[1148, 1141, 1440, 1172]
directory-entry: Corleissen, H., Steideich 158, ✉ 28 bbox=[550, 320, 775, 336]
directory-entry: — P., Kellner, von Essenstr. 2, ✉ 23 bbox=[550, 870, 773, 886]
directory-entry: — Franz, Bankbeamt., Sillemstr. 4, ✉ 19 bbox=[550, 674, 808, 690]
directory-entry: Corten, Max H., Dr. d. R., Rechtsanwalt, BCto: Dresd. B., ☎ C 4 Da 2776, Neuerwall 4, ✉ 36, Sprechst: 4–6 Uhr, Wohn: ☎ Al 3563, Klopstockstr. 22, ✉ 39 bbox=[850, 2133, 1140, 2196]
directory-entry: Cossel, E., Rostockerstr. 25, ✉ 5 bbox=[1148, 1076, 1354, 1092]
directory-entry: Corleus — bbox=[550, 369, 616, 385]
directory-entry: — Fritz, Major a. D., BCto: Dresdner B., Lindenstr. 1a, ✉ 5 bbox=[550, 1641, 840, 1673]
directory-entry: — Fritz, Maschinist, Carolinenstr. 29, H. 4 bbox=[1148, 1842, 1419, 1858]
directory-entry: Cornelissen, Frl. T., Krohnskamp 12, ✉ 39 bbox=[550, 1496, 819, 1512]
directory-entry: — G., Tallyman, Lindenallee 23, ✉ 19 bbox=[1148, 2065, 1386, 2081]
label-repaired-document: Repaired Document bbox=[15, 1295, 67, 1730]
firm-entry: ⊙ Cordua & Meis IR. Verlag, PSch: 12147, ☎ C 5 Ste 5220, Kaiser Wilhelm-Str. 20/26, ✉ 36, Inh: Walther Cordua bbox=[250, 1404, 540, 1469]
